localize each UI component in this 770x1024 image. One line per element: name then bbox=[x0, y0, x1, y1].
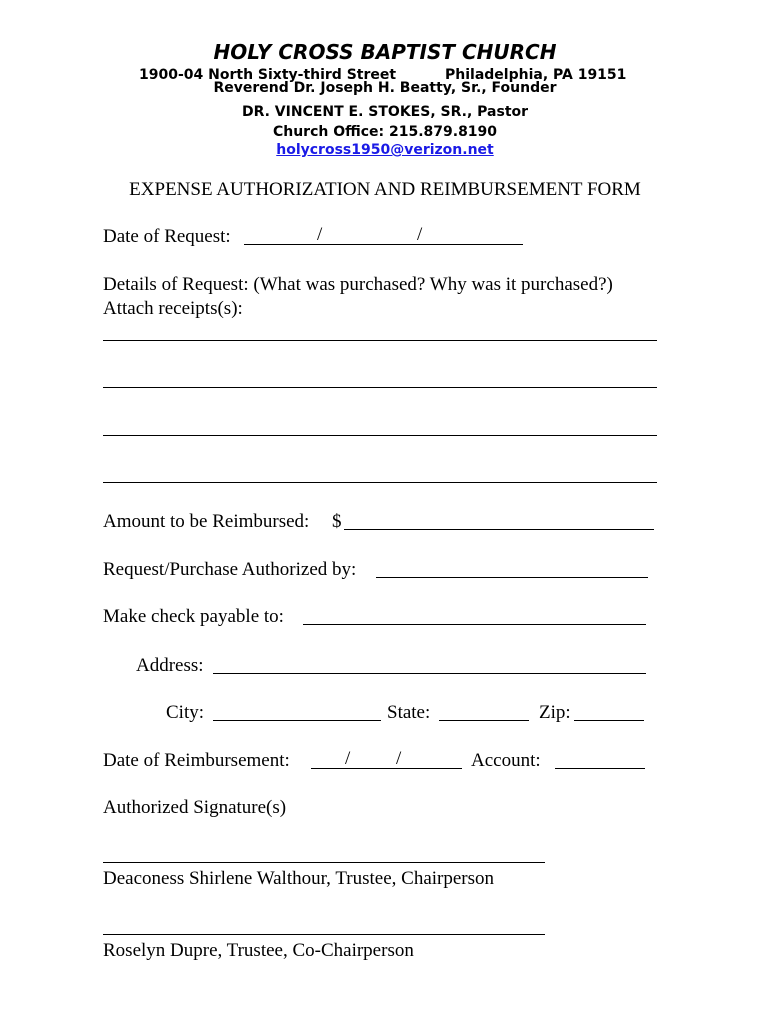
details-line[interactable] bbox=[103, 435, 657, 436]
payable-to-label: Make check payable to: bbox=[103, 606, 284, 627]
authorized-by-field[interactable] bbox=[376, 577, 648, 578]
account-field[interactable] bbox=[555, 768, 645, 769]
church-founder: Reverend Dr. Joseph H. Beatty, Sr., Founder bbox=[213, 80, 557, 96]
reimbursement-date-label: Date of Reimbursement: bbox=[103, 750, 290, 771]
reimbursement-date-field[interactable] bbox=[311, 768, 462, 769]
date-separator: / bbox=[345, 748, 351, 769]
zip-field[interactable] bbox=[574, 720, 644, 721]
attach-receipts-label: Attach receipts(s): bbox=[103, 298, 243, 319]
account-label: Account: bbox=[471, 750, 541, 771]
church-email-link[interactable]: holycross1950@verizon.net bbox=[276, 142, 494, 158]
signer-name: Deaconess Shirlene Walthour, Trustee, Chairperson bbox=[103, 868, 495, 889]
signature-line[interactable] bbox=[103, 862, 545, 863]
church-street-address: 1900-04 North Sixty-third Street bbox=[139, 67, 397, 83]
date-separator: / bbox=[417, 224, 423, 245]
church-name: HOLY CROSS BAPTIST CHURCH bbox=[213, 40, 557, 64]
signature-line[interactable] bbox=[103, 934, 545, 935]
state-field[interactable] bbox=[439, 720, 529, 721]
zip-label: Zip: bbox=[539, 702, 571, 723]
church-pastor: DR. VINCENT E. STOKES, SR., Pastor bbox=[241, 104, 529, 120]
form-title: EXPENSE AUTHORIZATION AND REIMBURSEMENT FORM bbox=[129, 179, 641, 200]
state-label: State: bbox=[387, 702, 431, 723]
church-office-phone: Church Office: 215.879.8190 bbox=[272, 124, 498, 140]
date-of-request-field[interactable] bbox=[244, 244, 523, 245]
details-line[interactable] bbox=[103, 482, 657, 483]
church-city-state: Philadelphia, PA 19151 bbox=[445, 67, 627, 83]
details-of-request-label: Details of Request: (What was purchased? Why was it purchased?) bbox=[103, 274, 613, 295]
amount-label: Amount to be Reimbursed: bbox=[103, 511, 310, 532]
amount-field[interactable] bbox=[344, 529, 654, 530]
payable-to-field[interactable] bbox=[303, 624, 646, 625]
date-of-request-label: Date of Request: bbox=[103, 226, 231, 247]
address-label: Address: bbox=[136, 655, 204, 676]
city-label: City: bbox=[166, 702, 205, 723]
city-field[interactable] bbox=[213, 720, 381, 721]
date-separator: / bbox=[317, 224, 323, 245]
address-field[interactable] bbox=[213, 673, 646, 674]
authorized-signatures-label: Authorized Signature(s) bbox=[103, 797, 287, 818]
details-line[interactable] bbox=[103, 387, 657, 388]
currency-symbol: $ bbox=[332, 511, 342, 532]
details-line[interactable] bbox=[103, 340, 657, 341]
authorized-by-label: Request/Purchase Authorized by: bbox=[103, 559, 357, 580]
signer-name: Roselyn Dupre, Trustee, Co-Chairperson bbox=[103, 940, 414, 961]
date-separator: / bbox=[396, 748, 402, 769]
